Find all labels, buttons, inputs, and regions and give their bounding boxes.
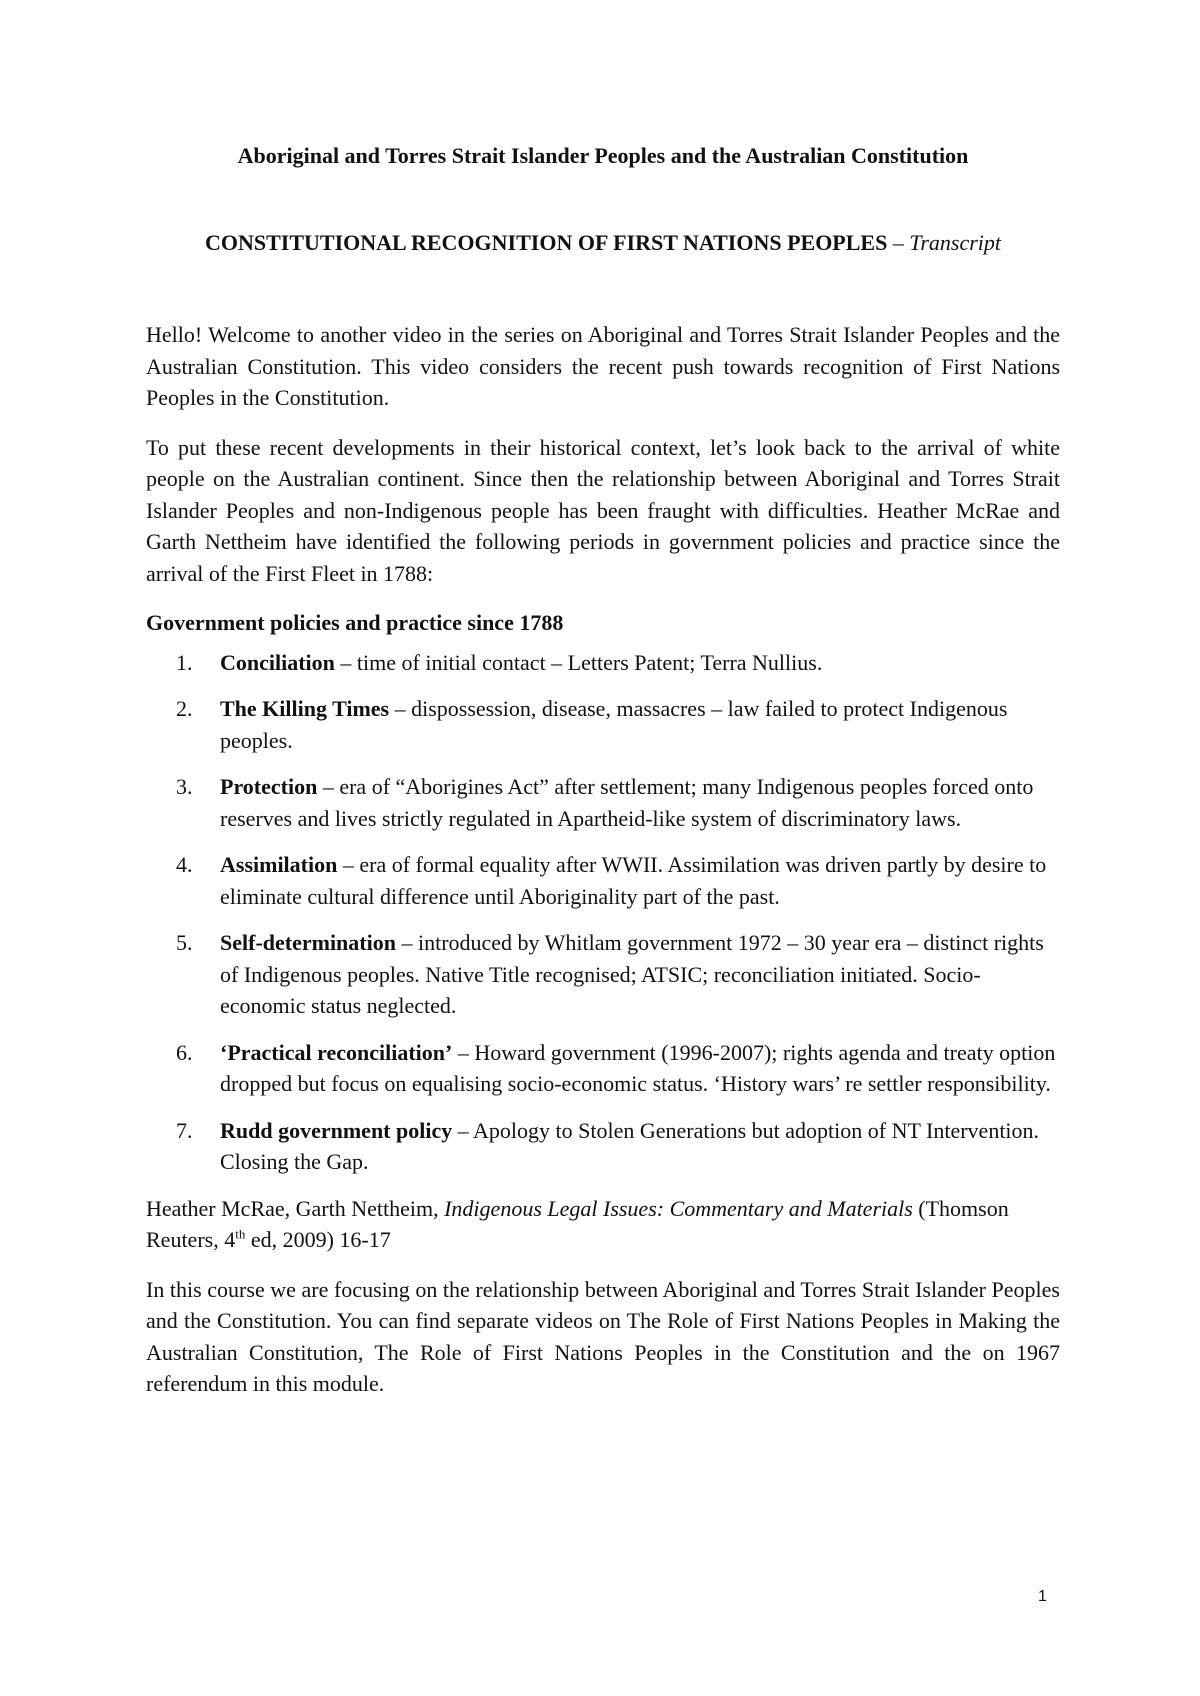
list-item-term: ‘Practical reconciliation’ bbox=[220, 1039, 453, 1065]
document-subtitle bbox=[146, 227, 1060, 259]
list-item-term: Conciliation bbox=[220, 649, 335, 675]
list-item-text: – introduced by Whitlam government 1972 – 30 year era – distinct rights of Indigenous peoples. Native Title recognised; ATSIC; reconciliation initiated. Socio-economic status neglected. bbox=[220, 930, 1044, 1018]
citation-book-title: Indigenous Legal Issues: Commentary and Materials bbox=[444, 1195, 913, 1221]
list-item bbox=[146, 771, 1060, 834]
closing-paragraph: In this course we are focusing on the relationship between Aboriginal and Torres Strait Islander Peoples and the Constitution. You can find separate videos on The Role of First Nations Peoples in Making the Australian Constitution, The Role of First Nations Peoples in the Constitution and the on 1967 referendum in this module. bbox=[146, 1276, 1060, 1396]
list-item-term: Rudd government policy bbox=[220, 1117, 453, 1143]
list-item-number: 1. bbox=[176, 649, 193, 675]
citation-details: ed, 2009) 16-17 bbox=[245, 1227, 391, 1252]
list-item-number: 4. bbox=[176, 852, 193, 877]
list-item-number: 5. bbox=[176, 930, 193, 955]
list-item-text: – Howard government (1996-2007); rights agenda and treaty option dropped but focus on equalising socio-economic status. ‘History wars’ re settler responsibility. bbox=[220, 1039, 1056, 1096]
list-item-term: Protection bbox=[220, 774, 318, 799]
list-item-text: – time of initial contact – Letters Patent; Terra Nullius. bbox=[334, 649, 823, 675]
document-title: Aboriginal and Torres Strait Islander Peoples and the Australian Constitution bbox=[237, 143, 969, 168]
list-item-number: 3. bbox=[176, 774, 193, 799]
list-item-text: – era of “Aborigines Act” after settlement; many Indigenous peoples forced onto reserves and lives strictly regulated in Apartheid-like system of discriminatory laws. bbox=[220, 774, 1034, 831]
periods-list bbox=[146, 647, 1060, 1178]
list-item-text: – Apology to Stolen Generations but adoption of NT Intervention. Closing the Gap. bbox=[220, 1117, 1040, 1174]
subtitle-tag: Transcript bbox=[909, 229, 1002, 255]
page-number: 1 bbox=[1038, 1588, 1047, 1605]
citation-edition-suffix: th bbox=[235, 1226, 246, 1242]
list-item bbox=[146, 647, 1060, 679]
list-item-term: The Killing Times bbox=[220, 696, 390, 721]
list-item-number: 6. bbox=[176, 1039, 193, 1065]
list-item-term: Assimilation bbox=[220, 852, 338, 877]
subtitle-main: CONSTITUTIONAL RECOGNITION OF FIRST NATIONS PEOPLES bbox=[204, 229, 888, 255]
list-item-number: 7. bbox=[176, 1117, 193, 1143]
citation-authors: Heather McRae, Garth Nettheim, bbox=[146, 1195, 445, 1221]
list-item-term: Self-determination bbox=[220, 930, 396, 955]
list-item bbox=[146, 693, 1060, 756]
list-item bbox=[146, 927, 1060, 1022]
list-item-text: – dispossession, disease, massacres – law failed to protect Indigenous peoples. bbox=[220, 696, 1008, 753]
list-item bbox=[146, 849, 1060, 912]
context-paragraph: To put these recent developments in their historical context, let’s look back to the arrival of white people on the Australian continent. Since then the relationship between Aboriginal and Torres Strait Islander Peoples and non-Indigenous people has been fraught with difficulties. Heather McRae and Garth Nettheim have identified the following periods in government policies and practice since the arrival of the First Fleet in 1788: bbox=[146, 434, 1060, 586]
list-item-text: – era of formal equality after WWII. Assimilation was driven partly by desire to eliminate cultural difference until Aboriginality part of the past. bbox=[220, 852, 1047, 909]
section-heading: Government policies and practice since 1788 bbox=[146, 610, 564, 635]
page-content bbox=[146, 140, 1060, 1400]
citation bbox=[146, 1193, 1060, 1256]
list-item bbox=[146, 1115, 1060, 1178]
citation-publisher: (Thomson Reuters, 4 bbox=[146, 1195, 1009, 1252]
subtitle-dash: – bbox=[887, 229, 910, 255]
list-item-number: 2. bbox=[176, 696, 193, 721]
list-item bbox=[146, 1037, 1060, 1100]
intro-paragraph: Hello! Welcome to another video in the series on Aboriginal and Torres Strait Islander Peoples and the Australian Constitution. This video considers the recent push towards recognition of First Nations Peoples in the Constitution. bbox=[146, 322, 1060, 410]
